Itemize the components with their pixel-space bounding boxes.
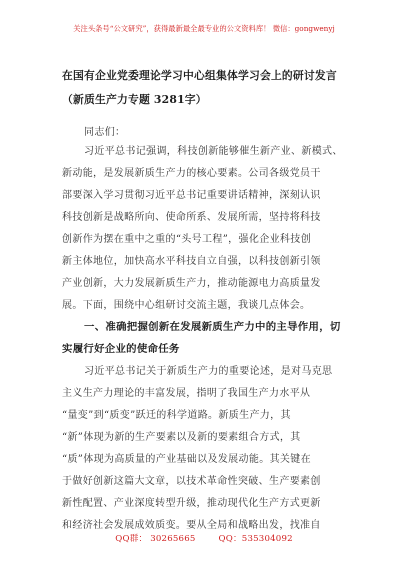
section-body-line: “新”体现为新的生产要素以及新的要素组合方式，其 bbox=[62, 432, 301, 443]
section-body-line: “质”体现为高质量的产业基础以及发展动能。其关键在 bbox=[62, 454, 311, 465]
contact-footer bbox=[0, 532, 408, 544]
salutation: 同志们： bbox=[84, 127, 126, 138]
intro-line: 新主体地位，加快高水平科技自立自强，以科技创新引领 bbox=[62, 256, 321, 267]
section-body-line: 和经济社会发展成效质变。要从全局和战略出发，找准自 bbox=[62, 520, 321, 531]
intro-line: 科技创新是战略所向、使命所系、发展所需，坚持将科技 bbox=[62, 212, 321, 223]
intro-line: 部要深入学习贯彻习近平总书记重要讲话精神，深刻认识 bbox=[62, 190, 321, 201]
section-body-line: 主义生产力理论的丰富发展，指明了我国生产力水平从 bbox=[62, 388, 311, 399]
qq-group-number: QQ群： 30265665 bbox=[115, 534, 196, 544]
intro-line: 展。下面，围绕中心组研讨交流主题，我谈几点体会。 bbox=[62, 300, 311, 311]
section-body-line: 于做好创新这篇大文章，以技术革命性突破、生产要素创 bbox=[62, 476, 321, 487]
intro-line: 习近平总书记强调，科技创新能够催生新产业、新模式、 bbox=[84, 146, 343, 157]
qq-number: QQ：535304092 bbox=[218, 534, 293, 544]
section-heading-continued: 实履行好企业的使命任务 bbox=[62, 343, 180, 355]
section-body-line: 习近平总书记关于新质生产力的重要论述，是对马克思 bbox=[84, 366, 333, 377]
section-body-line: “量变”到“质变”跃迁的科学道路。新质生产力，其 bbox=[62, 410, 291, 421]
promo-banner: 关注头条号“公文研究”，获得最新最全最专业的公文资料库！ 微信：gongwenyj bbox=[73, 24, 335, 33]
section-heading: 一、准确把握创新在发展新质生产力中的主导作用，切 bbox=[84, 321, 341, 333]
intro-line: 新动能，是发展新质生产力的核心要素。公司各级党员干 bbox=[62, 168, 321, 179]
intro-line: 创新作为摆在重中之重的“头号工程”，强化企业科技创 bbox=[62, 234, 311, 245]
document-subtitle: （新质生产力专题 3281字） bbox=[62, 93, 207, 106]
intro-line: 产业创新，大力发展新质生产力，推动能源电力高质量发 bbox=[62, 278, 321, 289]
document-title: 在国有企业党委理论学习中心组集体学习会上的研讨发言 bbox=[62, 69, 337, 82]
section-body-line: 新性配置、产业深度转型升级，推动现代化生产方式更新 bbox=[62, 498, 321, 509]
